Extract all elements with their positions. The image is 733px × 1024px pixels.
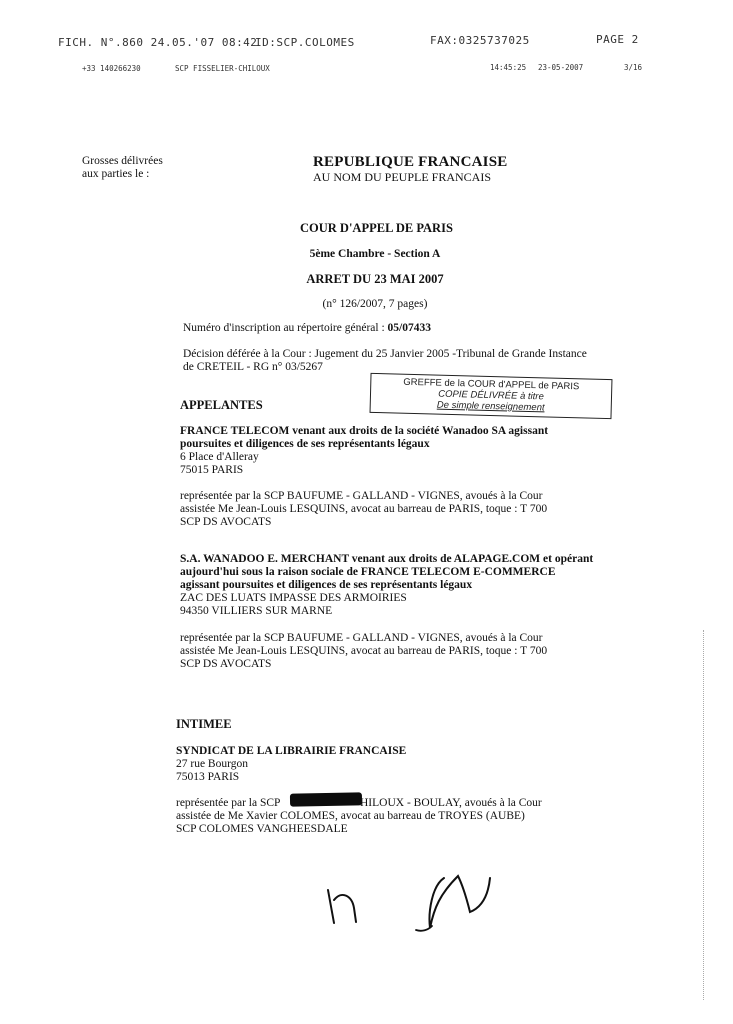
fax-header-time: 14:45:25 [490,63,527,72]
scan-fold-line [703,630,704,1000]
intimee-rep-line2: assistée de Me Xavier COLOMES, avocat au barreau de TROYES (AUBE) [176,810,525,822]
party1-address: 6 Place d'Alleray [180,451,259,463]
decision-line2: de CRETEIL - RG n° 03/5267 [183,361,323,373]
party2-line1: S.A. WANADOO E. MERCHANT venant aux droits de ALAPAGE.COM et opérant [180,553,594,565]
party1-line1: FRANCE TELECOM venant aux droits de la société Wanadoo SA agissant [180,425,549,437]
fax-header-page: PAGE 2 [596,33,639,46]
court-chamber: 5ème Chambre - Section A [309,248,441,260]
fax-header-page-count: 3/16 [624,63,643,72]
greffe-stamp [370,373,613,419]
intimee-party-city: 75013 PARIS [176,771,240,783]
rep2-line3: SCP DS AVOCATS [180,658,272,670]
republique-subtitle: AU NOM DU PEUPLE FRANCAIS [313,170,492,184]
party2-line3: agissant poursuites et diligences de ses représentants légaux [180,579,473,591]
inscription-line [183,322,431,335]
intimee-heading: INTIMEE [176,717,232,731]
fax-header-phone: +33 140266230 [82,64,141,73]
rep1-line1: représentée par la SCP BAUFUME - GALLAND - VIGNES, avoués à la Cour [180,490,543,502]
intimee-party-name: SYNDICAT DE LA LIBRAIRIE FRANCAISE [176,745,407,757]
decision-line1: Décision déférée à la Cour : Jugement du 25 Janvier 2005 -Tribunal de Grande Instance [183,348,587,360]
party2-address: ZAC DES LUATS IMPASSE DES ARMOIRIES [180,592,407,604]
fax-header-id: ID:SCP.COLOMES [255,36,355,49]
rep1-line3: SCP DS AVOCATS [180,516,272,528]
rep2-line1: représentée par la SCP BAUFUME - GALLAND - VIGNES, avoués à la Cour [180,632,543,644]
rep1-line2: assistée Me Jean-Louis LESQUINS, avocat au barreau de PARIS, toque : T 700 [180,503,548,515]
intimee-rep-line3: SCP COLOMES VANGHEESDALE [176,823,348,835]
intimee-party-address: 27 rue Bourgon [176,758,248,770]
handwritten-initials [320,868,500,948]
rep2-line2: assistée Me Jean-Louis LESQUINS, avocat au barreau de PARIS, toque : T 700 [180,645,548,657]
inscription-number: 05/07433 [387,322,431,334]
appelantes-heading: APPELANTES [180,398,263,412]
intimee-rep-line1a: représentée par la SCP [176,797,281,809]
stamp-line1: GREFFE de la COUR d'APPEL de PARIS [403,376,580,393]
party1-city: 75015 PARIS [180,464,244,476]
party2-city: 94350 VILLIERS SUR MARNE [180,605,333,617]
fax-header-date: 23-05-2007 [538,63,584,72]
stamp-line2: COPIE DÉLIVRÉE à titre [438,388,544,403]
grosses-label-line1: Grosses délivrées [82,155,163,167]
grosses-label-line2: aux parties le : [82,168,150,180]
arret-date: ARRET DU 23 MAI 2007 [306,272,444,286]
court-name: COUR D'APPEL DE PARIS [300,221,453,235]
fax-header-sender-name: SCP FISSELIER-CHILOUX [175,64,270,73]
party2-line2: aujourd'hui sous la raison sociale de FRANCE TELECOM E-COMMERCE [180,566,556,578]
fax-header-fax-number: FAX:0325737025 [430,34,530,47]
fax-header-sender-line: FICH. N°.860 24.05.'07 08:42 [58,36,258,49]
redaction-block [290,792,362,806]
inscription-label: Numéro d'inscription au répertoire général : [183,322,385,334]
intimee-rep-line1b: HILOUX - BOULAY, avoués à la Cour [360,797,542,809]
party1-line2: poursuites et diligences de ses représentants légaux [180,438,430,450]
republique-title: REPUBLIQUE FRANCAISE [313,154,508,170]
stamp-line3: De simple renseignement [436,399,545,414]
arret-reference: (n° 126/2007, 7 pages) [322,298,428,310]
